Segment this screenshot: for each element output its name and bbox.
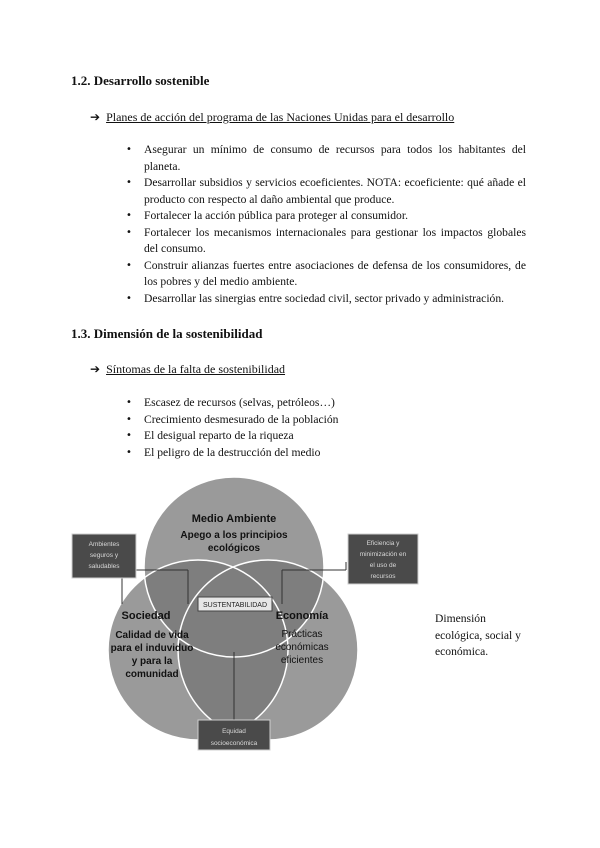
economy-desc-3: eficientes bbox=[280, 655, 324, 666]
section-heading-dimension: 1.3. Dimensión de la sostenibilidad bbox=[71, 326, 263, 341]
list-item: • Desarrollar las sinergias entre sociedad civil, sector privado y administración. bbox=[126, 291, 526, 308]
caption-line-1: Dimensión bbox=[435, 612, 486, 625]
arrow-right-icon: ➔ bbox=[90, 110, 101, 124]
economy-desc-1: Prácticas bbox=[281, 629, 323, 640]
box-safe-environments-line-2: seguros y bbox=[89, 552, 119, 559]
list-item: • Construir alianzas fuertes entre asociaciones de defensa de los consumidores, de los pobres y del medio ambiente. bbox=[126, 258, 526, 291]
society-desc-3: y para la bbox=[131, 656, 173, 667]
box-efficiency-line-2: minimización en bbox=[359, 551, 407, 558]
sustainability-label: SUSTENTABILIDAD bbox=[202, 602, 268, 609]
society-title: Sociedad bbox=[121, 610, 171, 622]
section-heading-desarrollo: 1.2. Desarrollo sostenible bbox=[71, 73, 210, 88]
list-item: • El desigual reparto de la riqueza bbox=[126, 428, 526, 445]
box-safe-environments-line-3: saludables bbox=[88, 563, 120, 570]
subheading-planes bbox=[90, 110, 454, 125]
arrow-right-icon: ➔ bbox=[90, 362, 101, 376]
list-item: • Fortalecer la acción pública para proteger al consumidor. bbox=[126, 208, 526, 225]
sustainability-venn-diagram bbox=[70, 472, 430, 772]
box-efficiency-line-4: recursos bbox=[370, 573, 396, 580]
caption-line-2: ecológica, social y bbox=[435, 628, 521, 642]
list-item: • Fortalecer los mecanismos internacionales para gestionar los impactos globales del consumo. bbox=[126, 225, 526, 258]
environment-desc-2: ecológicos bbox=[207, 543, 261, 554]
environment-desc-1: Apego a los principios bbox=[180, 530, 288, 541]
list-planes bbox=[126, 142, 526, 307]
box-efficiency-line-3: el uso de bbox=[369, 562, 397, 569]
list-item: • El peligro de la destrucción del medio bbox=[126, 445, 526, 462]
society-desc-2: para el induviduo bbox=[110, 643, 194, 654]
list-item: • Desarrollar subsidios y servicios ecoeficientes. NOTA: ecoeficiente: qué añade el producto con respecto al daño ambiental que produce. bbox=[126, 175, 526, 208]
list-item: • Crecimiento desmesurado de la población bbox=[126, 412, 526, 429]
economy-desc-2: económicas bbox=[275, 642, 329, 653]
society-desc-4: comunidad bbox=[125, 669, 179, 680]
list-item: • Asegurar un mínimo de consumo de recursos para todos los habitantes del planeta. bbox=[126, 142, 526, 175]
society-desc-1: Calidad de vida bbox=[115, 630, 189, 641]
box-efficiency-line-1: Eficiencia y bbox=[366, 540, 400, 547]
box-equity-line-1: Equidad bbox=[222, 728, 246, 735]
subheading-sintomas-text: Síntomas de la falta de sostenibilidad bbox=[106, 362, 286, 376]
environment-title: Medio Ambiente bbox=[191, 513, 277, 525]
list-item: • Escasez de recursos (selvas, petróleos…) bbox=[126, 395, 526, 412]
subheading-planes-text: Planes de acción del programa de las Naciones Unidas para el desarrollo bbox=[106, 110, 455, 124]
box-equity-line-2: socioeconómica bbox=[210, 740, 258, 747]
caption-line-3: económica. bbox=[435, 645, 489, 658]
subheading-sintomas bbox=[90, 362, 285, 377]
economy-title: Economía bbox=[275, 610, 329, 622]
box-safe-environments-line-1: Ambientes bbox=[88, 541, 120, 548]
diagram-caption bbox=[435, 611, 545, 661]
list-sintomas bbox=[126, 395, 526, 461]
